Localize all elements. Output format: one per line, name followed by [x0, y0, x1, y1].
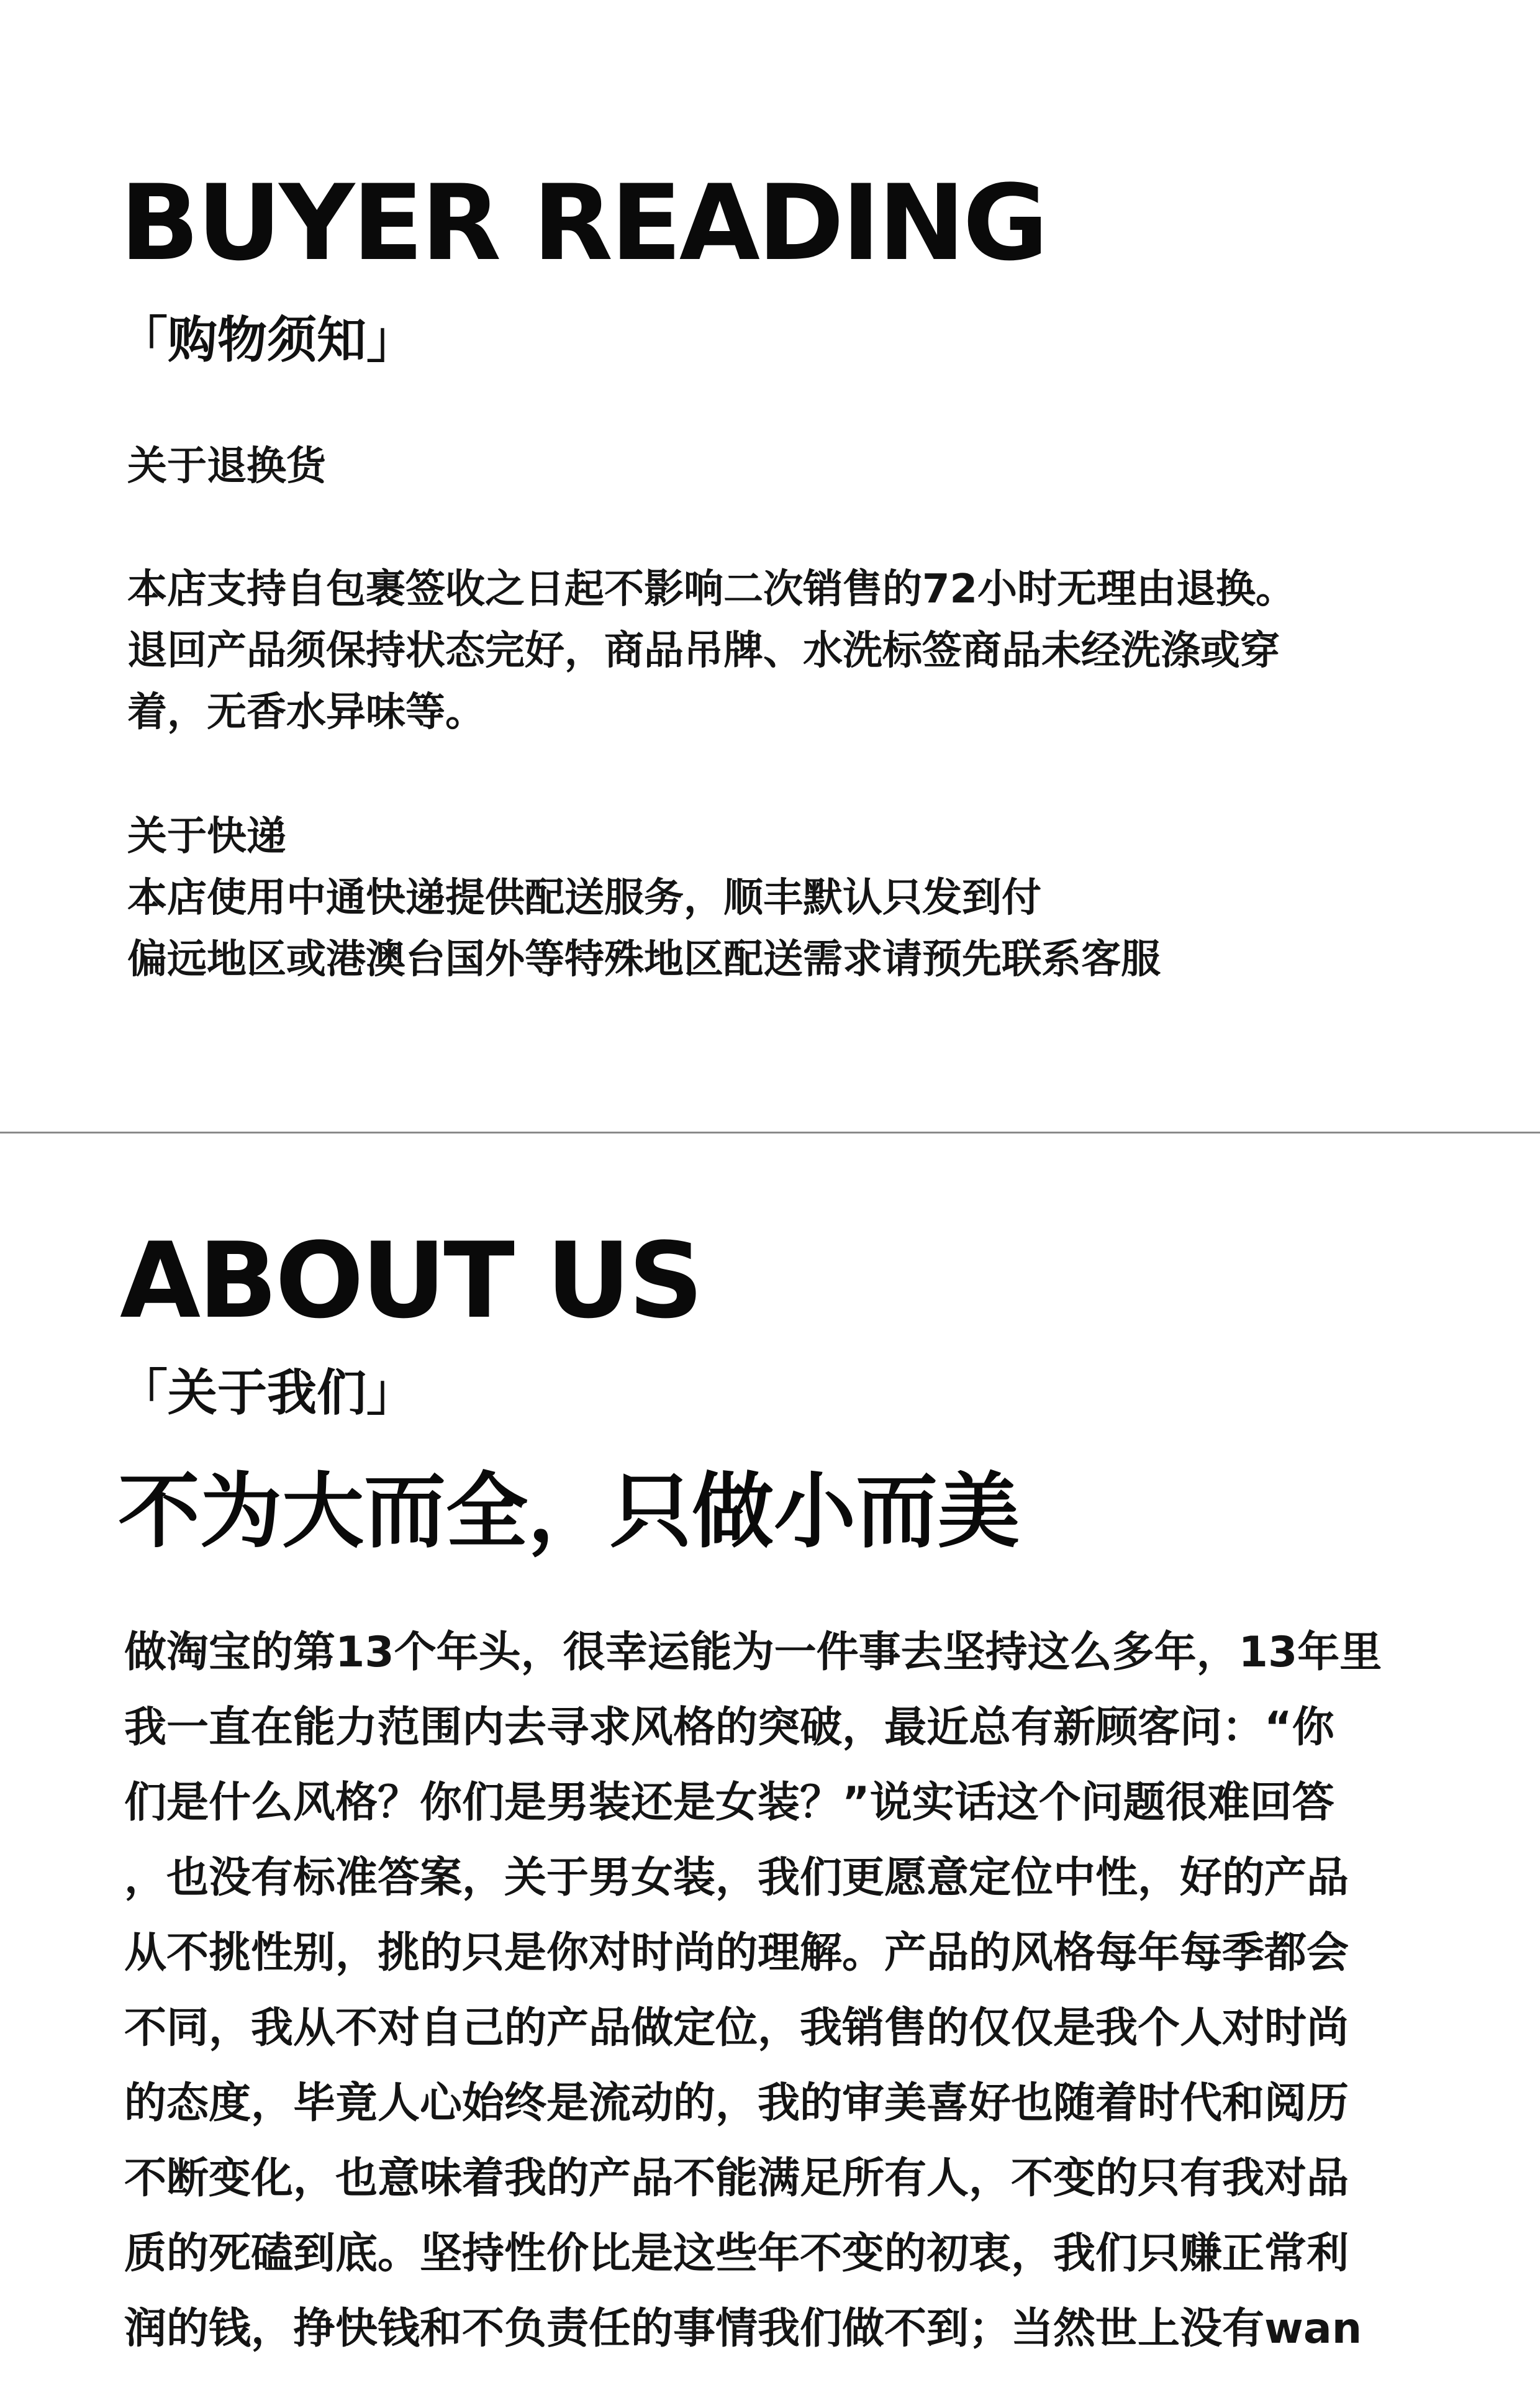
about-us-subtitle: 「关于我们」 [118, 1364, 416, 1422]
brand-story-line: 从不挑性别，挑的只是你对时尚的理解。产品的风格每年每季都会 [124, 1928, 1349, 1978]
shipping-policy-text [127, 868, 1161, 991]
buyer-reading-subtitle: 「购物须知」 [118, 311, 416, 369]
returns-policy-line: 退回产品须保持状态完好，商品吊牌、水洗标签商品未经洗涤或穿 [127, 628, 1280, 674]
brand-story-line: 我一直在能力范围内去寻求风格的突破，最近总有新顾客问：“你 [124, 1703, 1334, 1752]
returns-policy-line: 本店支持自包裹签收之日起不影响二次销售的72小时无理由退换。 [127, 566, 1296, 612]
brand-story-line: 做淘宝的第13个年头，很幸运能为一件事去坚持这么多年，13年里 [124, 1628, 1382, 1677]
returns-policy-line: 着，无香水异味等。 [127, 689, 485, 735]
shipping-heading: 关于快递 [127, 814, 286, 860]
brand-story-line: 不同，我从不对自己的产品做定位，我销售的仅仅是我个人对时尚 [124, 2004, 1349, 2053]
shipping-policy-line: 偏远地区或港澳台国外等特殊地区配送需求请预先联系客服 [127, 937, 1161, 983]
returns-policy-text [127, 559, 1295, 743]
brand-story-line: 质的死磕到底。坚持性价比是这些年不变的初衷，我们只赚正常利 [124, 2229, 1349, 2278]
brand-story-line: 的态度，毕竟人心始终是流动的，我的审美喜好也随着时代和阅历 [124, 2079, 1349, 2128]
brand-story-line: 润的钱，挣快钱和不负责任的事情我们做不到；当然世上没有wan [124, 2304, 1362, 2353]
about-us-title: ABOUT US [120, 1220, 701, 1342]
returns-heading: 关于退换货 [127, 443, 326, 489]
brand-story-line: 们是什么风格？你们是男装还是女装？”说实话这个问题很难回答 [124, 1778, 1334, 1827]
buyer-reading-title: BUYER READING [120, 162, 1046, 284]
brand-slogan: 不为大而全，只做小而美 [118, 1464, 1020, 1560]
shipping-policy-line: 本店使用中通快递提供配送服务，顺丰默认只发到付 [127, 875, 1041, 921]
section-divider [0, 1132, 1540, 1133]
brand-story-line: 不断变化，也意味着我的产品不能满足所有人，不变的只有我对品 [124, 2154, 1349, 2203]
brand-story-line: ，也没有标准答案，关于男女装，我们更愿意定位中性，好的产品 [124, 1853, 1349, 1902]
brand-story-text [124, 1615, 1382, 2366]
